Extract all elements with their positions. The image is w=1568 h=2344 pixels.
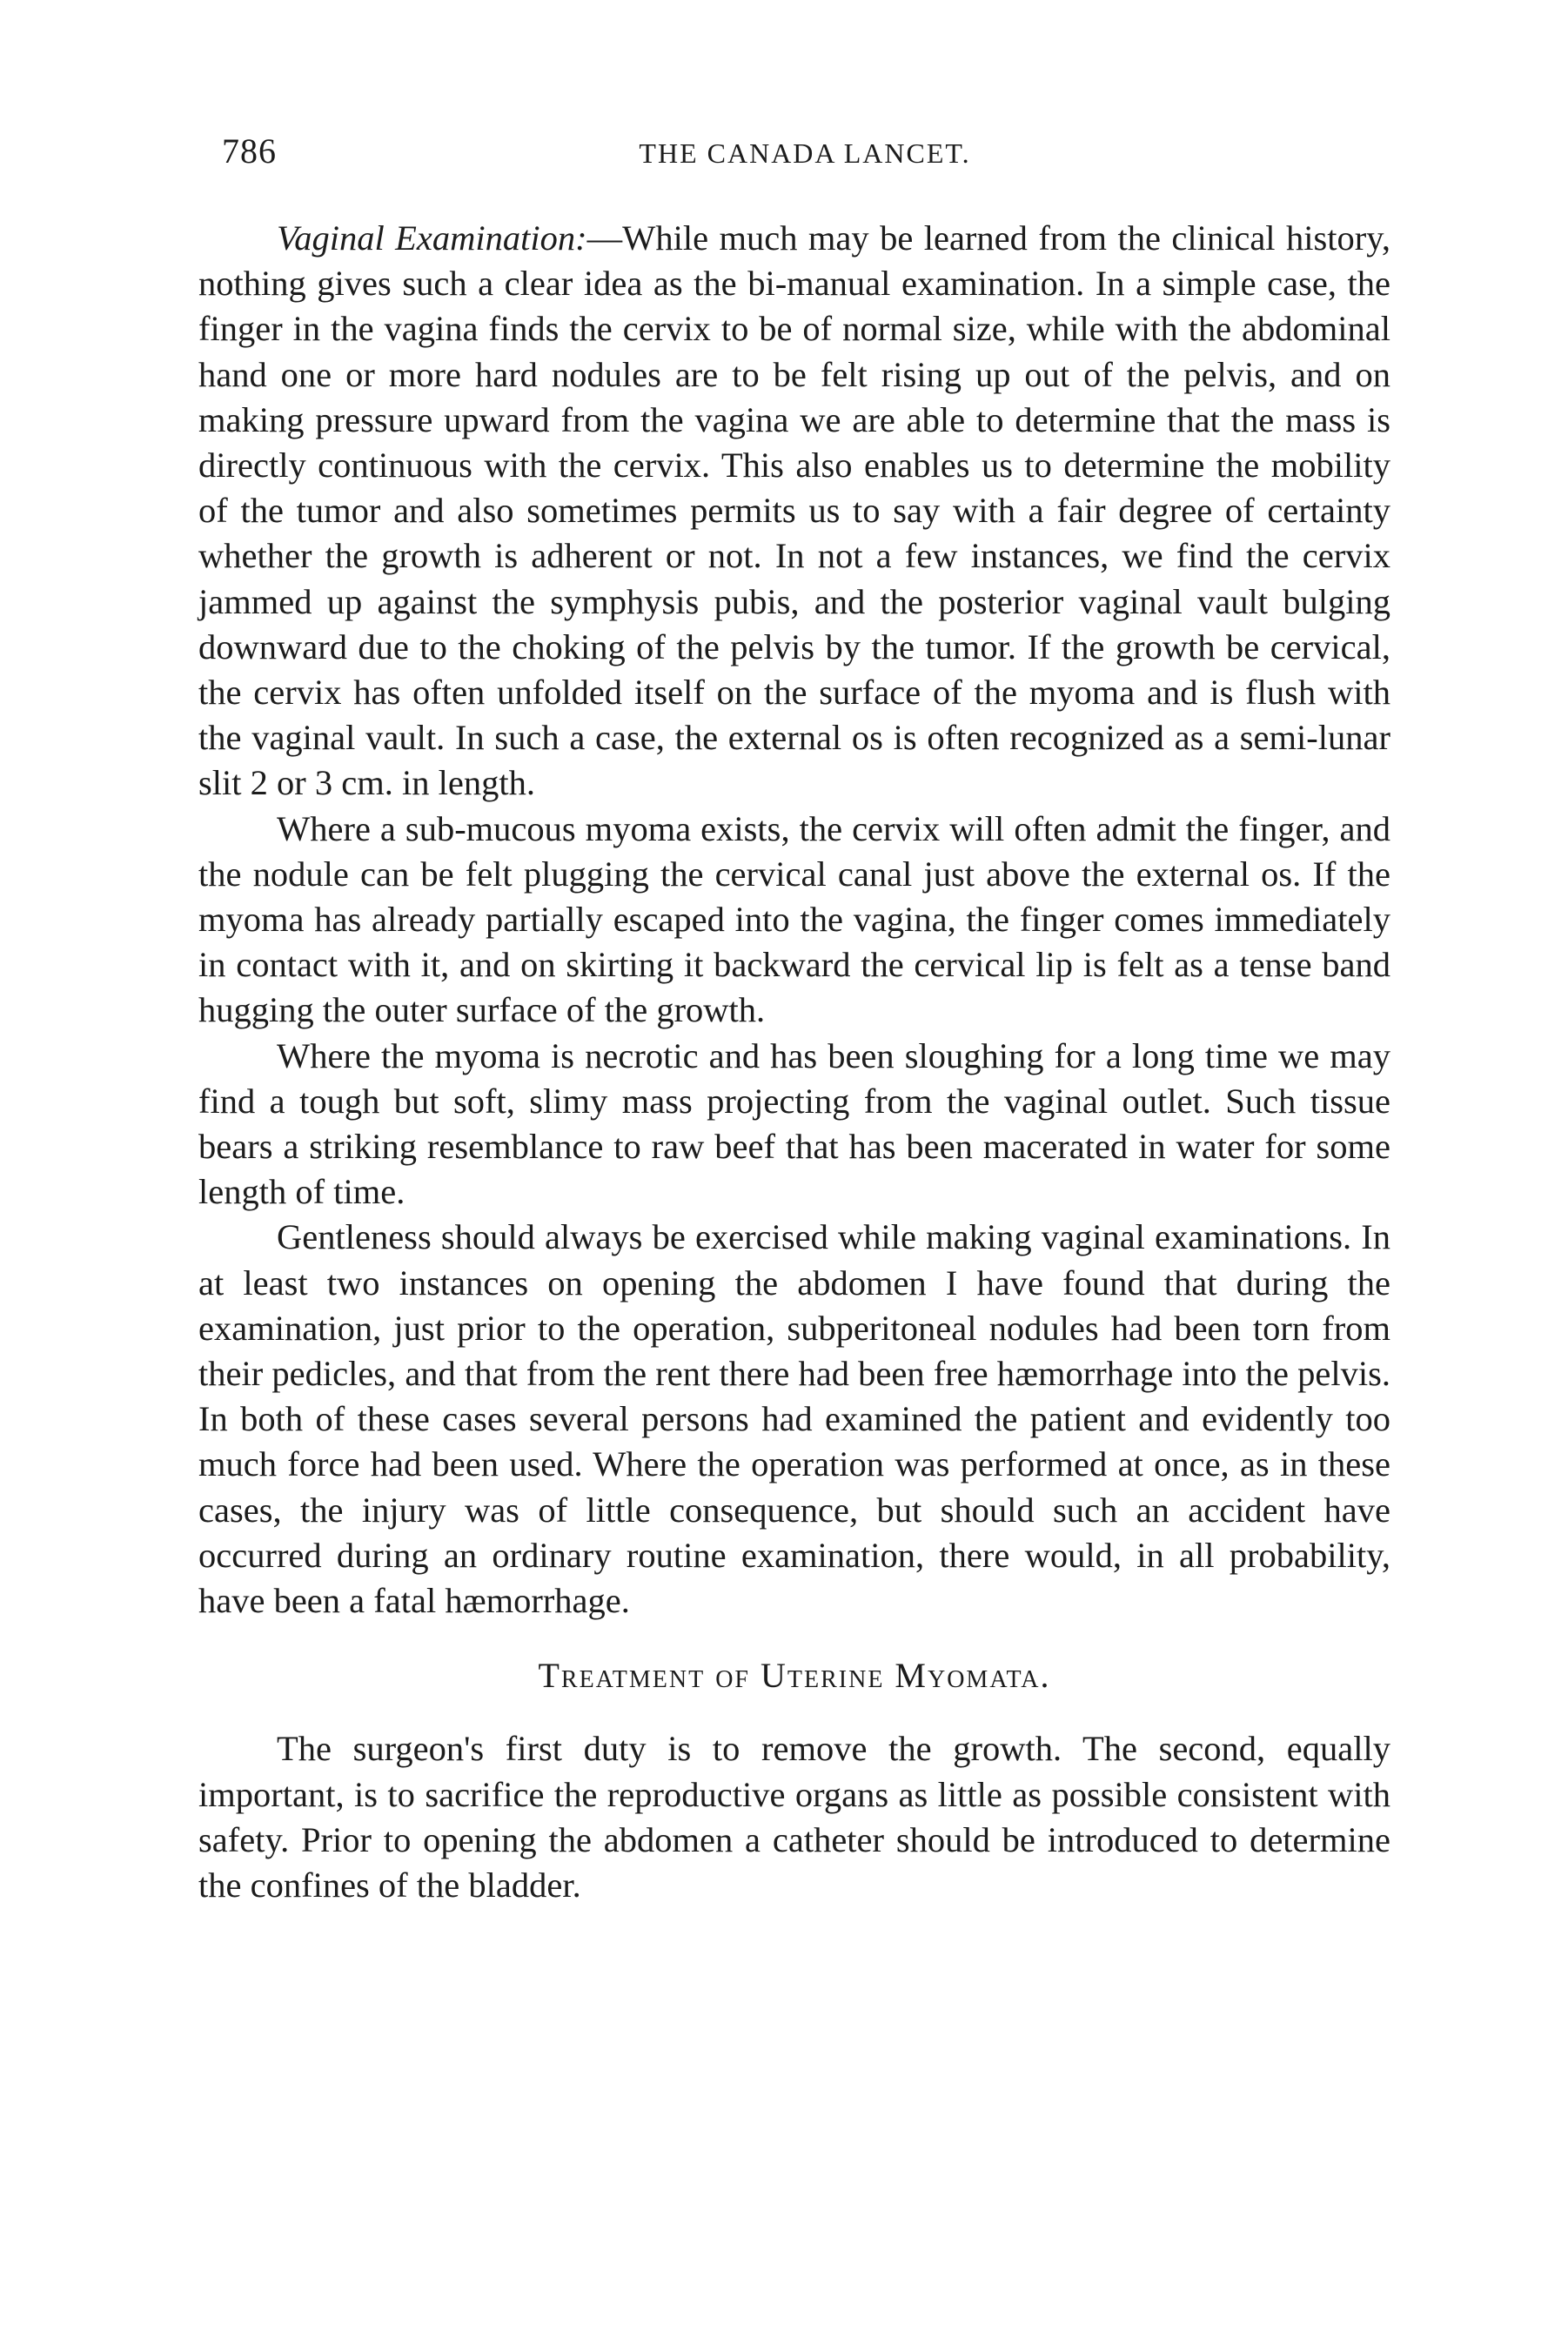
section-heading: Treatment of Uterine Myomata. [538, 1656, 1051, 1696]
paragraph-necrotic-myoma: Where the myoma is necrotic and has been sloughing for a long time we may find a tough but soft, slimy mass projecting from the vaginal outlet. Such tissue bears a striking resemblance to raw beef that has been macerated in water for some length of time. [198, 1035, 1390, 1212]
page-header [222, 131, 1388, 183]
article-body [198, 216, 1390, 1908]
paragraph-gentleness: Gentleness should always be exercised while making vaginal examinations. In at least two instances on opening the abdomen I have found that during the examination, just prior to the operation, subperitoneal nodules had been torn from their pedicles, and that from the rent there had been free hæmorrhage into the pelvis. In both of these cases several persons had examined the patient and evidently too much force had been used. Where the operation was performed at once, as in these cases, the injury was of little consequence, but should such an accident have occurred during an ordinary routine examination, there would, in all probability, have been a fatal hæmorrhage. [198, 1217, 1390, 1621]
paragraph-text: —While much may be learned from the clinical history, nothing gives such a clear idea as the bi-manual examination. In a simple case, the finger in the vagina finds the cervix to be of normal size, while with the abdominal hand one or more hard nodules are to be felt rising up out of the pelvis, and on making pressure upward from the vagina we are able to determine that the mass is directly continuous with the cervix. This also enables us to determine the mobility of the tumor and also sometimes permits us to say with a fair degree of certainty whether the growth is adherent or not. In not a few instances, we find the cervix jammed up against the symphysis pubis, and the posterior vaginal vault bulging downward due to the choking of the pelvis by the tumor. If the growth be cervical, the cervix has often unfolded itself on the surface of the myoma and is flush with the vaginal vault. In such a case, the external os is often recognized as a semi-lunar slit 2 or 3 cm. in length. [198, 218, 1390, 803]
paragraph-lead: Vaginal Examination: [277, 218, 587, 258]
paragraph-vaginal-examination [198, 216, 1390, 807]
paragraph-treatment: The surgeon's first duty is to remove the growth. The second, equally important, is to sacrifice the reproductive organs as little as possible consistent with safety. Prior to opening the abdomen a catheter should be introduced to determine the confines of the bladder. [198, 1729, 1390, 1905]
running-head: THE CANADA LANCET. [639, 137, 971, 169]
paragraph-sub-mucous-myoma: Where a sub-mucous myoma exists, the cervix will often admit the finger, and the nodule can be felt plugging the cervical canal just above the external os. If the myoma has already partially escaped into the vagina, the finger comes immediately in contact with it, and on skirting it backward the cervical lip is felt as a tense band hugging the outer surface of the growth. [198, 808, 1390, 1030]
page-number: 786 [222, 131, 277, 171]
